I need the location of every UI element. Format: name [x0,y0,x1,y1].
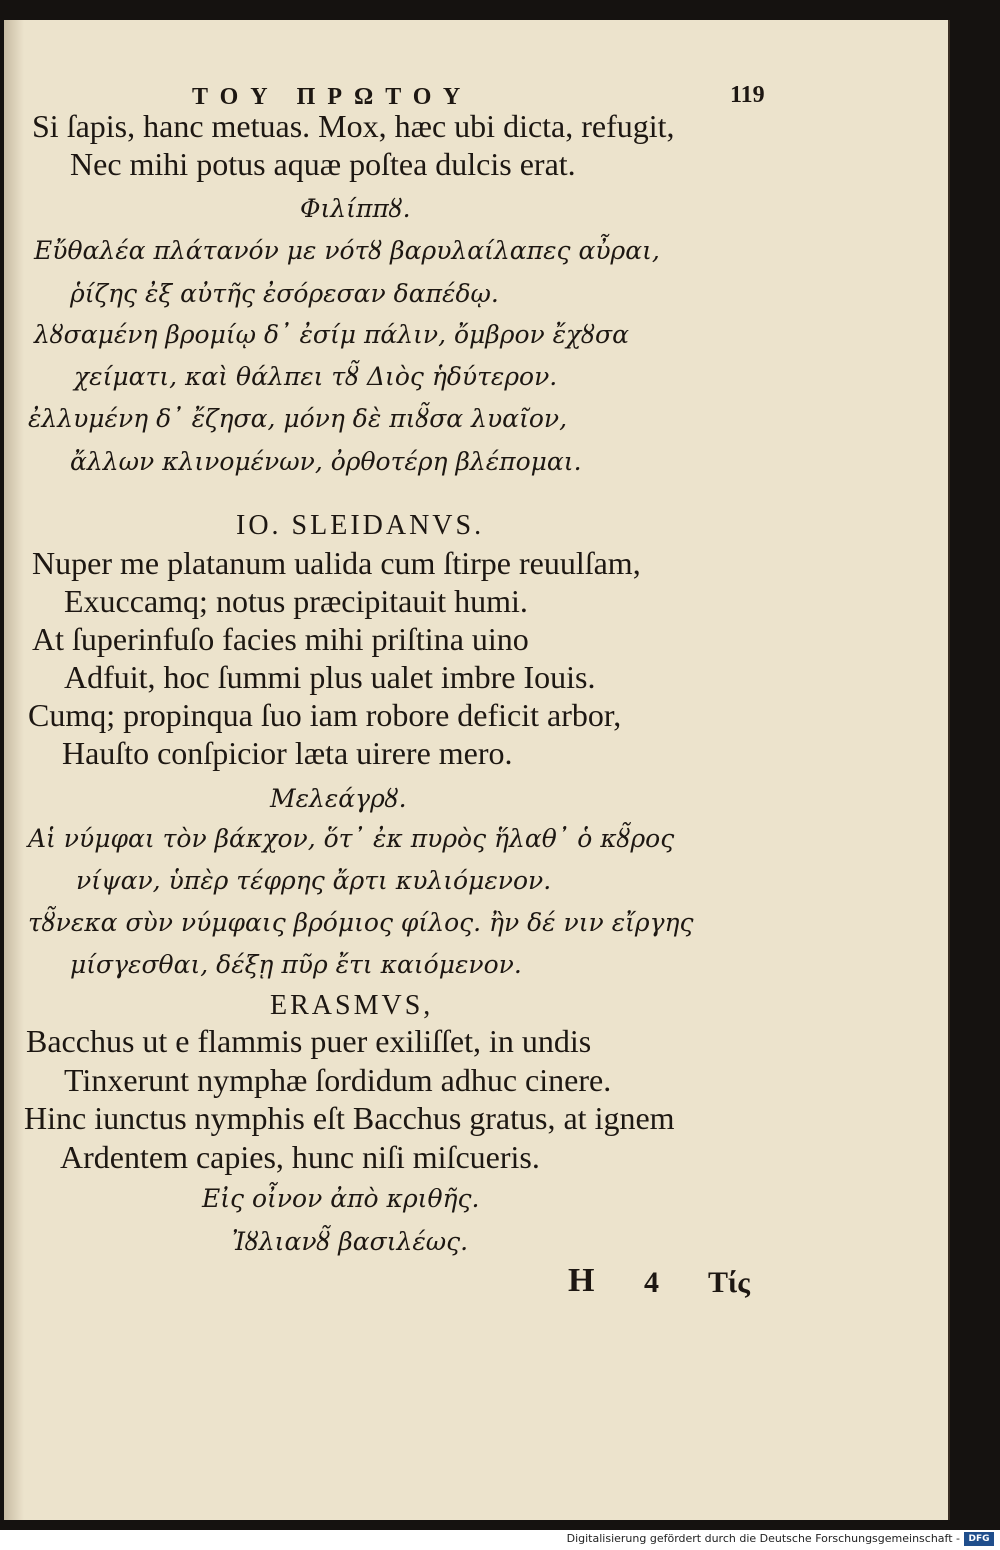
text-line: At ſuperinfuſo facies mihi priſtina uino [32,621,529,657]
section-heading-greek: Ἰȣλιανȣ̃ βασιλέως. [232,1227,469,1256]
greek-line: λȣσαμένη βρομίῳ δ᾽ ἐσίμ πάλιν, ὄμβρον ἔχȣσα [34,320,629,349]
greek-line: ῥίζης ἐξ αὐτῆς ἐσόρεσαν δαπέδῳ. [70,279,499,308]
text-line: Nuper me platanum ualida cum ſtirpe reuulſam, [32,545,641,581]
text-line: Tinxerunt nymphæ ſordidum adhuc cinere. [64,1062,612,1098]
greek-line: νίψαν, ὑπὲρ τέφρης ἄρτι κυλιόμενον. [76,866,552,895]
running-title: TOY ΠΡΩΤΟΥ [192,84,473,110]
greek-line: τȣ̃νεκα σὺν νύμφαις βρόμιος φίλος. ἢν δέ νιν εἴργης [28,908,694,937]
greek-line: χείματι, καὶ θάλπει τȣ̃ Διὸς ἡδύτερον. [74,362,558,391]
signature-mark: H [568,1262,595,1299]
greek-line: μίσγεσθαι, δέξῃ πῦρ ἔτι καιόμενον. [70,950,522,979]
greek-line: ἄλλων κλινομένων, ὀρθοτέρη βλέπομαι. [70,447,582,476]
text-line: Hinc iunctus nymphis eſt Bacchus gratus, at ignem [24,1100,675,1136]
greek-line: Εὔθαλέα πλάτανόν με νότȣ βαρυλαίλαπες αὖραι, [34,236,660,265]
section-heading-greek: Εἰς οἶνον ἀπὸ κριθῆς. [202,1184,480,1213]
section-heading-author: ERASMVS, [270,990,434,1021]
page-shadow [4,20,24,1520]
section-heading-greek: Φιλίππȣ. [300,194,411,223]
dfg-logo: DFG [964,1532,994,1546]
catchword: Τίς [708,1266,750,1299]
text-line: Adfuit, hoc ſummi plus ualet imbre Iouis. [64,659,596,695]
text-line: Si ſapis, hanc metuas. Mox, hæc ubi dicta, refugit, [32,108,675,144]
text-line: Hauſto conſpicior læta uirere mero. [62,735,513,771]
greek-line: Αἱ νύμφαι τὸν βάκχον, ὅτ᾽ ἐκ πυρὸς ἥλαθ᾽ ὁ κȣ̃ρος [28,824,675,853]
attribution-bar [0,1530,1000,1550]
section-heading-author: IO. SLEIDANVS. [236,510,485,541]
greek-line: ἐλλυμένη δ᾽ ἔζησα, μόνη δὲ πιȣ̃σα λυαῖον, [28,404,568,433]
text-line: Cumq; propinqua ſuo iam robore deficit arbor, [28,697,622,733]
text-line: Ardentem capies, hunc niſi miſcueris. [60,1139,540,1175]
signature-number: 4 [644,1266,659,1299]
section-heading-greek: Μελεάγρȣ. [270,784,407,813]
book-page [4,20,950,1520]
text-line: Nec mihi potus aquæ poſtea dulcis erat. [70,146,576,182]
text-line: Bacchus ut e flammis puer exiliſſet, in undis [26,1023,592,1059]
attribution-text: Digitalisierung gefördert durch die Deutsche Forschungsgemeinschaft - [566,1532,960,1545]
page-number: 119 [730,82,765,108]
text-line: Exuccamq; notus præcipitauit humi. [64,583,528,619]
